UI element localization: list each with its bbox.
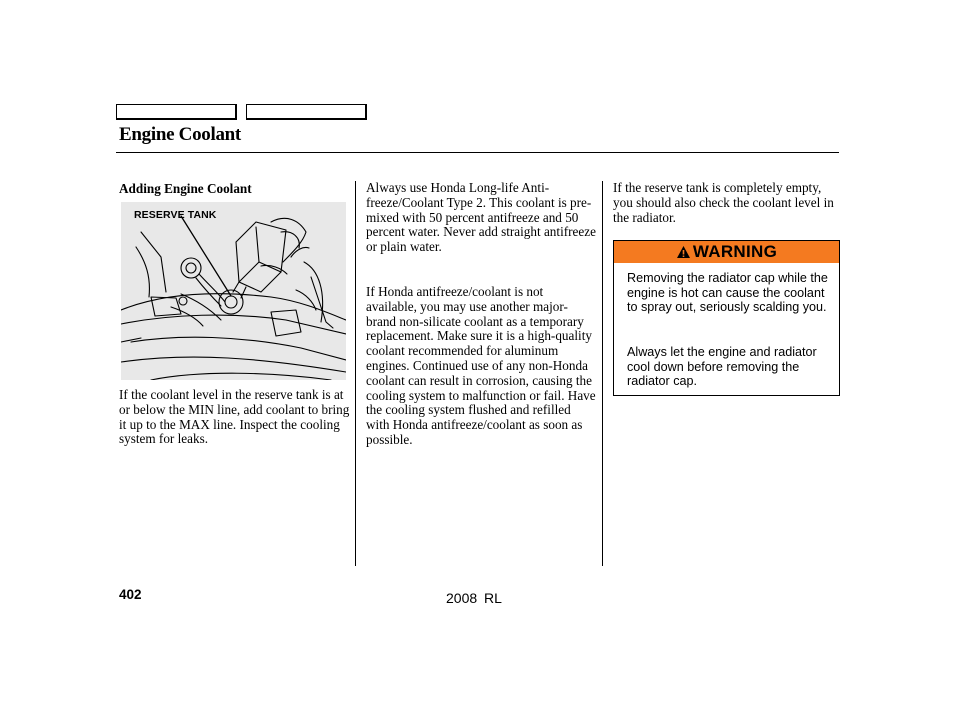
body-paragraph: If Honda antifreeze/coolant is not available, you may use another major-brand non-silicate coolant as a temporary replacement. Make sure it is a high-quality coolant recommended for aluminum engines. Continued use of any non-Honda coolant can result in corrosion, causing the cooling system to malfunction or fail. Have the cooling system flushed and refilled with Honda antifreeze/coolant as soon as possible. <box>366 284 596 447</box>
warning-box <box>613 240 840 396</box>
reserve-tank-illustration <box>121 202 346 380</box>
body-paragraph: If the reserve tank is completely empty, you should also check the coolant level in the radiator. <box>613 180 834 225</box>
page-title: Engine Coolant <box>119 124 241 145</box>
warning-text: Removing the radiator cap while the engine is hot can cause the coolant to spray out, seriously scalding you. <box>627 271 828 315</box>
page-number: 402 <box>119 587 142 602</box>
body-paragraph: Always use Honda Long-life Anti-freeze/Coolant Type 2. This coolant is pre-mixed with 50 percent antifreeze and 50 percent water. Never add straight antifreeze or plain water. <box>366 180 596 255</box>
column-divider-2 <box>602 181 603 566</box>
figure-label: RESERVE TANK <box>134 209 217 221</box>
body-paragraph: If the coolant level in the reserve tank is at or below the MIN line, add coolant to bring it up to the MAX line. Inspect the cooling system for leaks. <box>119 387 350 447</box>
footer-model: 2008 RL <box>446 590 502 606</box>
warning-header <box>614 241 839 263</box>
nav-tab-2[interactable] <box>246 104 367 120</box>
warning-triangle-icon <box>676 245 691 259</box>
title-rule <box>116 152 839 153</box>
engine-bay-drawing <box>121 202 346 380</box>
nav-tab-1[interactable] <box>116 104 237 120</box>
warning-text: Always let the engine and radiator cool down before removing the radiator cap. <box>627 345 817 389</box>
section-heading: Adding Engine Coolant <box>119 181 252 196</box>
warning-label: WARNING <box>692 242 778 261</box>
column-divider-1 <box>355 181 356 566</box>
